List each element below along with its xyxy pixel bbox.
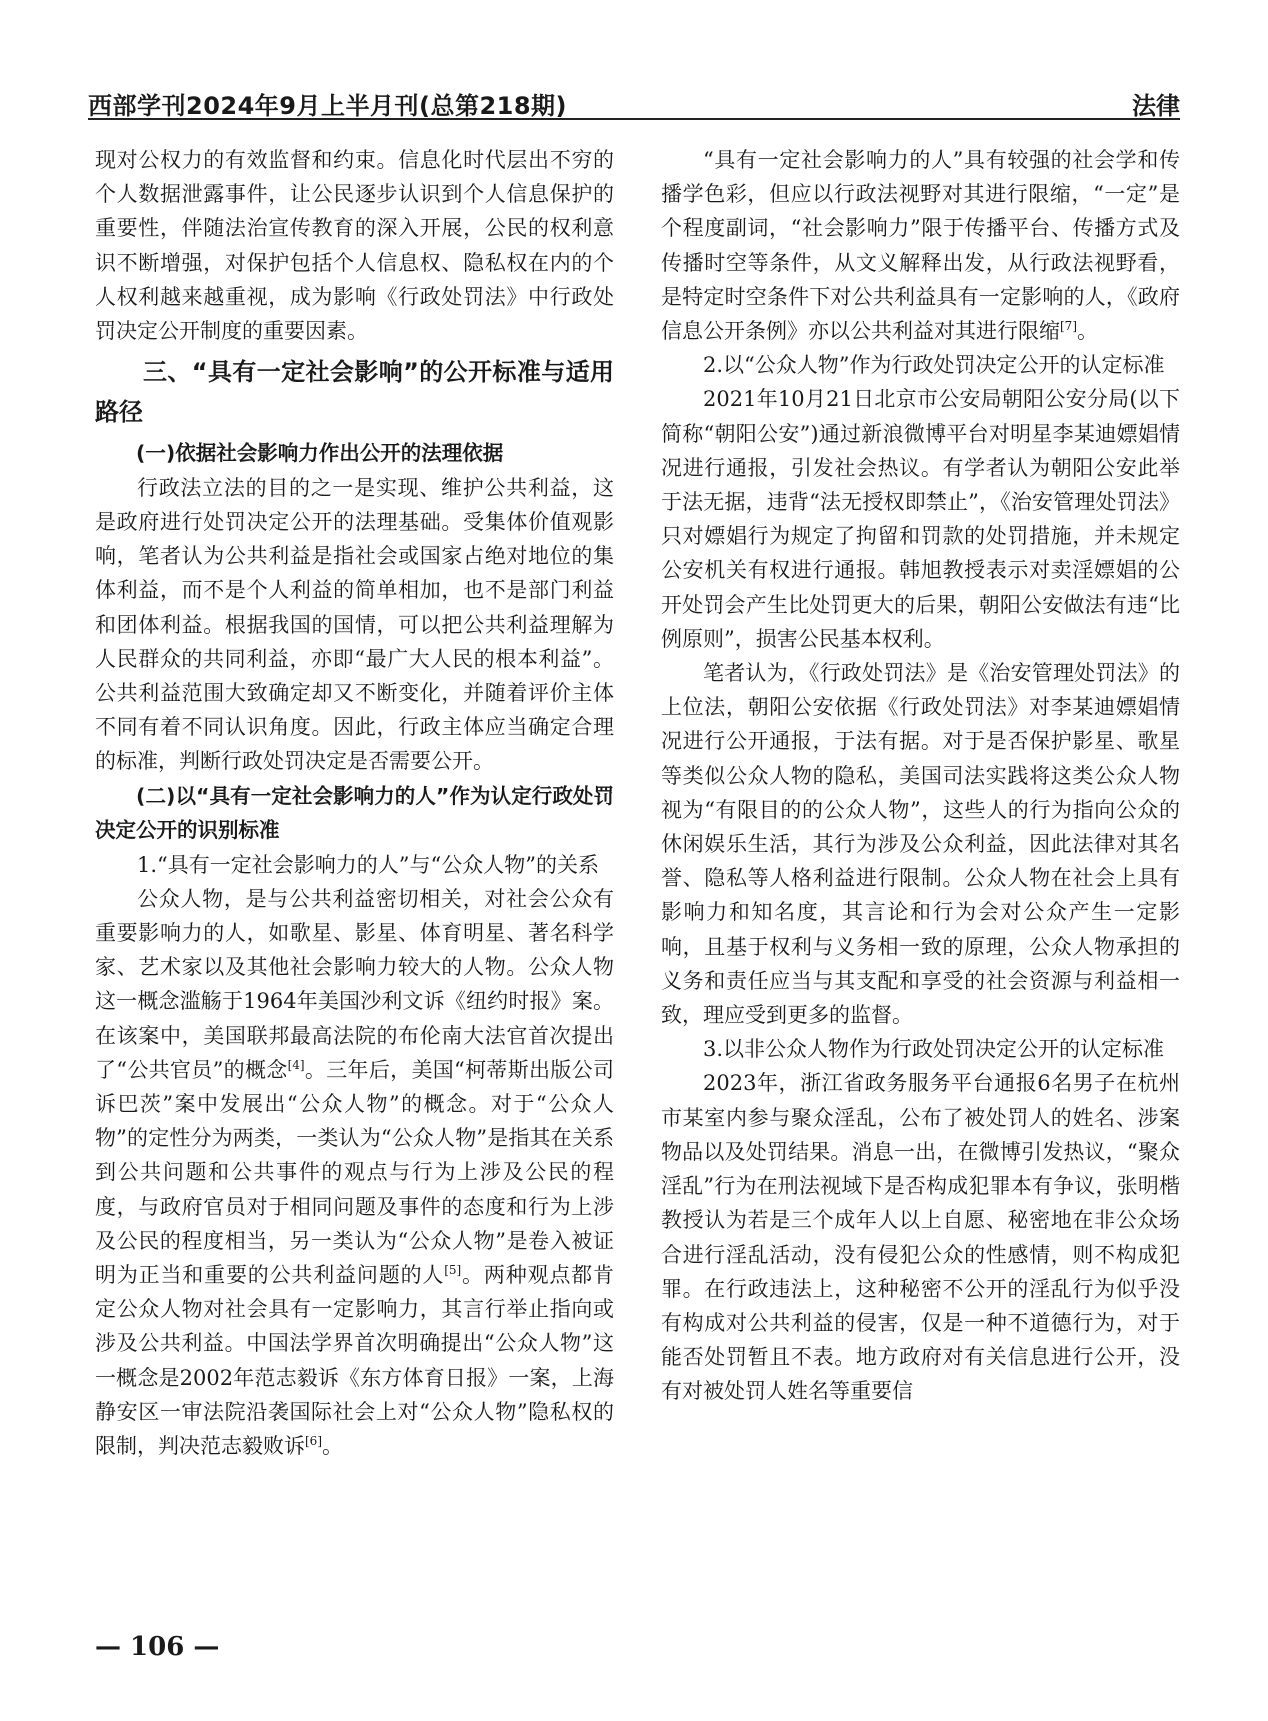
citation: [6] — [305, 1434, 322, 1448]
text-run: “具有一定社会影响力的人”具有较强的社会学和传播学色彩，但应以行政法视野对其进行限缩，“一定”是个程度副词，“社会影响力”限于传播平台、传播方式及传播时空等条件，从文义解释出发，从行政法视野看，是特定时空条件下对公共利益具有一定影响的人，《政府信息公开条例》亦以公共利益对其进行限缩 — [661, 148, 1180, 344]
section-heading: 三、“具有一定社会影响”的公开标准与适用路径 — [95, 358, 614, 427]
paragraph — [661, 143, 1180, 348]
page-number: — 106 — — [95, 1632, 220, 1662]
paragraph: 2021年10月21日北京市公安局朝阳公安分局(以下简称“朝阳公安”)通过新浪微博平台对明星李某迪嫖娼情况进行通报，引发社会热议。有学者认为朝阳公安此举于法无据，违背“法无授权即禁止”，《治安管理处罚法》只对嫖娼行为规定了拘留和罚款的处罚措施，并未规定公安机关有权进行通报。韩旭教授表示对卖淫嫖娼的公开处罚会产生比处罚更大的后果，朝阳公安做法有违“比例原则”，损害公民基本权利。 — [661, 387, 1180, 651]
paragraph — [95, 882, 614, 1463]
header-rule — [88, 118, 1180, 120]
paragraph: 2023年，浙江省政务服务平台通报6名男子在杭州市某室内参与聚众淫乱，公布了被处罚人的姓名、涉案物品以及处罚结果。消息一出，在微博引发热议，“聚众淫乱”行为在刑法视域下是否构成犯罪本有争议，张明楷教授认为若是三个成年人以上自愿、秘密地在非公众场合进行淫乱活动，没有侵犯公众的性感情，则不构成犯罪。在行政违法上，这种秘密不公开的淫乱行为似乎没有构成对公共利益的侵害，仅是一种不道德行为，对于能否处罚暂且不表。地方政府对有关信息进行公开，没有对被处罚人姓名等重要信 — [661, 1071, 1180, 1404]
journal-title: 西部学刊2024年9月上半月刊(总第218期) — [88, 92, 568, 120]
paragraph: 笔者认为，《行政处罚法》是《治安管理处罚法》的上位法，朝阳公安依据《行政处罚法》对李某迪嫖娼情况进行公开通报，于法有据。对于是否保护影星、歌星等类似公众人物的隐私，美国司法实践将这类公众人物视为“有限目的的公众人物”，这些人的行为指向公众的休闲娱乐生活，其行为涉及公众利益，因此法律对其名誉、隐私等人格利益进行限制。公众人物在社会上具有影响力和知名度，其言论和行为会对公众产生一定影响，且基于权利与义务相一致的原理，公众人物承担的义务和责任应当与其支配和享受的社会资源与利益相一致，理应受到更多的监督。 — [661, 661, 1180, 1028]
text-run: 。两种观点都肯定公众人物对社会具有一定影响力，其言行举止指向或涉及公共利益。中国法学界首次明确提出“公众人物”这一概念是2002年范志毅诉《东方体育日报》一案，上海静安区一审法院沿袭国际社会上对“公众人物”隐私权的限制，判决范志毅败诉 — [95, 1262, 615, 1458]
paragraph: 2.以“公众人物”作为行政处罚决定公开的认定标准 — [703, 353, 1165, 378]
paragraph: 现对公权力的有效监督和约束。信息化时代层出不穷的个人数据泄露事件，让公民逐步认识到个人信息保护的重要性，伴随法治宣传教育的深入开展，公民的权利意识不断增强，对保护包括个人信息权、隐私权在内的个人权利越来越重视，成为影响《行政处罚法》中行政处罚决定公开制度的重要因素。 — [95, 148, 614, 344]
text-run: 公众人物，是与公共利益密切相关，对社会公众有重要影响力的人，如歌星、影星、体育明星、著名科学家、艺术家以及其他社会影响力较大的人物。公众人物这一概念滥觞于1964年美国沙利文诉《纽约时报》案。在该案中，美国联邦最高法院的布伦南大法官首次提出了“公共官员”的概念 — [95, 886, 614, 1082]
subsection-heading: (一)依据社会影响力作出公开的法理依据 — [136, 441, 504, 466]
text-run: 。三年后，美国“柯蒂斯出版公司诉巴茨”案中发展出“公众人物”的概念。对于“公众人物”的定性分为两类，一类认为“公众人物”是指其在关系到公共问题和公共事件的观点与行为上涉及公民的程度，与政府官员对于相同问题及事件的态度和行为上涉及公民的程度相当，另一类认为“公众人物”是卷入被证明为正当和重要的公共利益问题的人 — [95, 1057, 614, 1287]
text-run: 。 — [1077, 319, 1098, 344]
citation: [4] — [287, 1057, 305, 1072]
text-run: 。 — [322, 1434, 343, 1458]
citation: [5] — [444, 1262, 462, 1277]
paragraph: 3.以非公众人物作为行政处罚决定公开的认定标准 — [703, 1037, 1165, 1062]
section-label: 法律 — [1132, 92, 1180, 120]
paragraph: 1.“具有一定社会影响力的人”与“公众人物”的关系 — [137, 852, 599, 877]
paragraph: 行政法立法的目的之一是实现、维护公共利益，这是政府进行处罚决定公开的法理基础。受集体价值观影响，笔者认为公共利益是指社会或国家占绝对地位的集体利益，而不是个人利益的简单相加，也不是部门利益和团体利益。根据我国的国情，可以把公共利益理解为人民群众的共同利益，亦即“最广大人民的根本利益”。公共利益范围大致确定却又不断变化，并随着评价主体不同有着不同认识角度。因此，行政主体应当确定合理的标准，判断行政处罚决定是否需要公开。 — [95, 475, 614, 774]
subsection-heading: (二)以“具有一定社会影响力的人”作为认定行政处罚决定公开的识别标准 — [95, 783, 614, 843]
citation: [7] — [1060, 319, 1077, 334]
left-column — [95, 143, 614, 1463]
running-header — [88, 82, 1180, 120]
right-column — [661, 143, 1180, 1409]
